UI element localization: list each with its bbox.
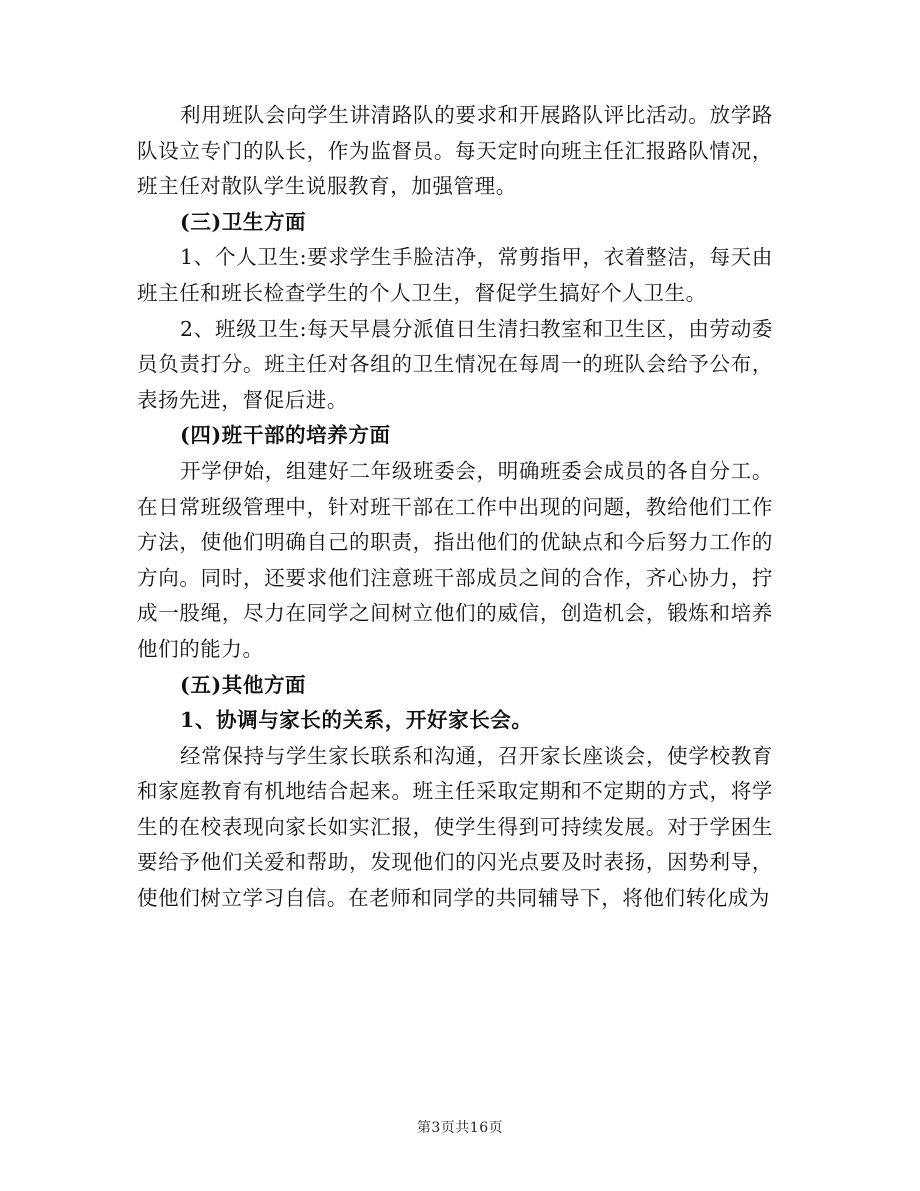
subheading-parents: 1、协调与家长的关系，开好家长会。 [180,708,533,733]
paragraph-class-cadre: 开学伊始，组建好二年级班委会，明确班委会成员的各自分工。在日常班级管理中，针对班干部在工作中出现的问题，教给他们工作方法，使他们明确自己的职责，指出他们的优缺点和今后努力工作的方向。同时，还要求他们注意班干部成员之间的合作，齐心协力，拧成一股绳，尽力在同学之间树立他们的威信，创造机会，锻炼和培养他们的能力。 [137,458,773,661]
section-heading-hygiene: (三)卫生方面 [180,209,307,234]
section-heading-other: (五)其他方面 [180,672,307,697]
document-body [137,98,773,917]
paragraph-road-team: 利用班队会向学生讲清路队的要求和开展路队评比活动。放学路队设立专门的队长，作为监督员。每天定时向班主任汇报路队情况，班主任对散队学生说服教育，加强管理。 [137,103,773,199]
section-heading-class-cadre: (四)班干部的培养方面 [180,423,391,448]
paragraph-class-hygiene: 2、班级卫生:每天早晨分派值日生清扫教室和卫生区，由劳动委员负责打分。班主任对各组的卫生情况在每周一的班队会给予公布，表扬先进，督促后进。 [137,316,773,412]
page-number-footer: 第3页共16页 [416,1120,504,1136]
paragraph-parents: 经常保持与学生家长联系和沟通，召开家长座谈会，使学校教育和家庭教育有机地结合起来。班主任采取定期和不定期的方式，将学生的在校表现向家长如实汇报，使学生得到可持续发展。对于学困生要给予他们关爱和帮助，发现他们的闪光点要及时表扬，因势利导，使他们树立学习自信。在老师和同学的共同辅导下，将他们转化成为 [137,743,773,911]
paragraph-personal-hygiene: 1、个人卫生:要求学生手脸洁净，常剪指甲，衣着整洁，每天由班主任和班长检查学生的个人卫生，督促学生搞好个人卫生。 [137,245,773,305]
